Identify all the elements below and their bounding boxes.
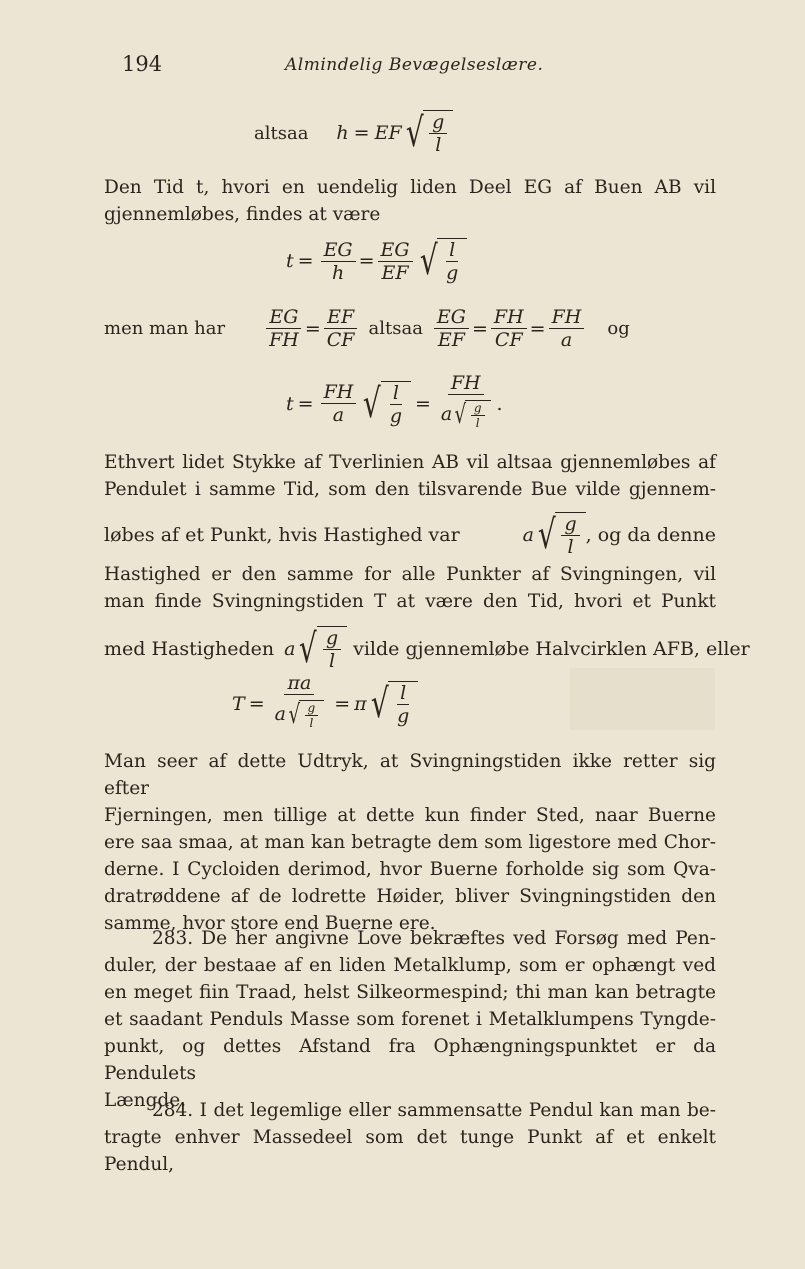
eq-symbol: t bbox=[286, 392, 294, 415]
frac-num: EG bbox=[321, 239, 356, 262]
text-line: 284. I det legemlige eller sammensatte Pendul kan man be- bbox=[152, 1100, 716, 1121]
text-line: Længde. bbox=[104, 1090, 187, 1111]
frac-den: CF bbox=[494, 329, 523, 351]
paragraph-2 bbox=[104, 449, 716, 503]
text-line: tragte enhver Massedeel som det tunge Punkt af et enkelt Pendul, bbox=[104, 1127, 716, 1175]
sqrt-symbol: √ $\frac{g}{l}$ bbox=[534, 512, 586, 558]
frac-den: l bbox=[309, 716, 314, 730]
eq-symbol: π bbox=[354, 692, 367, 715]
text-line-with-math bbox=[104, 626, 750, 672]
frac-num: EG bbox=[378, 239, 413, 262]
frac-num: EG bbox=[266, 306, 301, 329]
eq-symbol: T bbox=[232, 692, 245, 715]
text-line: gjennemløbes, findes at være bbox=[104, 204, 381, 225]
text-line: Den Tid t, hvori en uendelig liden Deel EG af Buen AB vil bbox=[104, 177, 716, 198]
frac-den: g bbox=[397, 704, 410, 727]
paragraph-283 bbox=[104, 925, 716, 1114]
text-line: derne. I Cycloiden derimod, hvor Buerne forholde sig som Qva- bbox=[104, 859, 716, 880]
text-line: 283. De her angivne Love bekræftes ved Forsøg med Pen- bbox=[152, 928, 716, 949]
frac-den: l bbox=[328, 650, 336, 672]
frac-den: g bbox=[389, 404, 402, 427]
frac-den: a bbox=[332, 404, 345, 426]
eq-symbol: a bbox=[274, 703, 286, 725]
eq-symbol: t bbox=[286, 250, 294, 272]
text-line: et saadant Penduls Masse som forenet i Metalklumpens Tyngde- bbox=[104, 1009, 716, 1030]
frac-den: CF bbox=[326, 329, 355, 351]
equation-T: T = πa a √ $\frac{g}{l}$ = π √ $\frac{l}{g}$ bbox=[232, 672, 418, 735]
page-number: 194 bbox=[122, 52, 163, 76]
text-line: en meget fiin Traad, helst Silkeormespind; thi man kan betragte bbox=[104, 982, 716, 1003]
frac-num: g bbox=[561, 513, 579, 536]
equation-h: altsaa h = EF √ $\frac{g}{l}$ bbox=[246, 110, 453, 156]
equation-t: t = $\frac{EG}{h}$ = $\frac{EG}{EF}$ √ $\frac{l}{g}$ bbox=[286, 238, 467, 284]
frac-num: EF bbox=[324, 306, 357, 329]
frac-num: l bbox=[390, 382, 402, 405]
frac-num: FH bbox=[321, 381, 357, 404]
frac-num: l bbox=[446, 239, 458, 262]
frac-den: EF bbox=[381, 261, 409, 284]
text-line: samme, hvor store end Buerne ere. bbox=[104, 913, 436, 934]
text-line: Ethvert lidet Stykke af Tverlinien AB vil altsaa gjennemløbes af bbox=[104, 452, 716, 473]
text-span: , og da denne bbox=[585, 524, 716, 546]
frac-den: a bbox=[560, 329, 573, 351]
text-span: vilde gjennemløbe Halvcirklen AFB, eller bbox=[353, 638, 750, 660]
eq-symbol: a bbox=[522, 524, 534, 546]
text-span: løbes af et Punkt, hvis Hastighed var bbox=[104, 524, 460, 546]
frac-den: FH bbox=[269, 329, 299, 351]
paragraph-1 bbox=[104, 174, 716, 228]
equation-ratios: men man har $\frac{EG}{FH}$ = $\frac{EF}{CF}$ altsaa $\frac{EG}{EF}$ = $\frac{FH}{CF}$ = $\frac{FH}{a}$ og bbox=[104, 306, 630, 351]
text-line: Hastighed er den samme for alle Punkter af Svingningen, vil bbox=[104, 564, 716, 585]
frac-den: EF bbox=[437, 329, 465, 351]
equation-t2: t = $\frac{FH}{a}$ √ $\frac{l}{g}$ = FH a √ $\frac{g}{l}$ . bbox=[286, 372, 503, 430]
paragraph-2b bbox=[104, 561, 716, 615]
frac-num: FH bbox=[448, 372, 484, 395]
frac-num: FH bbox=[491, 306, 527, 329]
text-line: Man seer af dette Udtryk, at Svingningstiden ikke retter sig efter bbox=[104, 751, 716, 799]
eq-symbol: h bbox=[336, 122, 349, 144]
frac-den: l bbox=[435, 134, 442, 156]
text-line: Pendulet i samme Tid, som den tilsvarende Bue vilde gjennem- bbox=[104, 479, 716, 500]
frac-den: l bbox=[475, 416, 480, 430]
sqrt-symbol: √ $\frac{l}{g}$ bbox=[359, 381, 411, 427]
frac-den: h bbox=[331, 261, 345, 284]
text-line: man finde Svingningstiden T at være den Tid, hvori et Punkt bbox=[104, 591, 716, 612]
frac-den: l bbox=[567, 536, 574, 558]
frac-num: l bbox=[397, 682, 409, 705]
paragraph-3 bbox=[104, 748, 716, 937]
eq-symbol: EF bbox=[374, 122, 402, 144]
sqrt-symbol: √ $\frac{l}{g}$ bbox=[367, 681, 419, 727]
frac-num: g bbox=[429, 111, 447, 134]
sqrt-symbol: √ $\frac{g}{l}$ bbox=[295, 626, 347, 672]
text-line-with-math bbox=[104, 512, 716, 558]
eq-word: og bbox=[607, 318, 630, 339]
text-line: punkt, og dettes Afstand fra Ophængningspunktet er da Pendulets bbox=[104, 1036, 716, 1084]
frac-num: g bbox=[305, 701, 319, 716]
frac-num: EG bbox=[434, 306, 469, 329]
text-line: ere saa smaa, at man kan betragte dem som ligestore med Chor- bbox=[104, 832, 716, 853]
frac-num: πa bbox=[284, 672, 314, 695]
eq-word: altsaa bbox=[368, 318, 423, 339]
running-title: Almindelig Bevægelseslære. bbox=[285, 55, 544, 75]
paper-stain bbox=[570, 668, 715, 730]
eq-word: men man har bbox=[104, 318, 226, 339]
eq-word: altsaa bbox=[254, 122, 309, 144]
frac-num: FH bbox=[549, 306, 585, 329]
text-span: med Hastigheden bbox=[104, 638, 275, 660]
frac-num: g bbox=[323, 627, 341, 650]
text-line: duler, der bestaae af en liden Metalklump, som er ophængt ved bbox=[104, 955, 716, 976]
frac-den: g bbox=[446, 262, 459, 284]
sqrt-symbol: √ $\frac{g}{l}$ bbox=[402, 110, 454, 156]
eq-symbol: a bbox=[440, 403, 453, 425]
frac-num: g bbox=[471, 401, 485, 416]
eq-symbol: a bbox=[284, 638, 296, 660]
text-line: Fjerningen, men tillige at dette kun finder Sted, naar Buerne bbox=[104, 805, 716, 826]
paragraph-284 bbox=[104, 1097, 716, 1178]
sqrt-symbol: √ $\frac{l}{g}$ bbox=[416, 238, 468, 284]
text-line: dratrøddene af de lodrette Høider, bliver Svingningstiden den bbox=[104, 886, 716, 907]
